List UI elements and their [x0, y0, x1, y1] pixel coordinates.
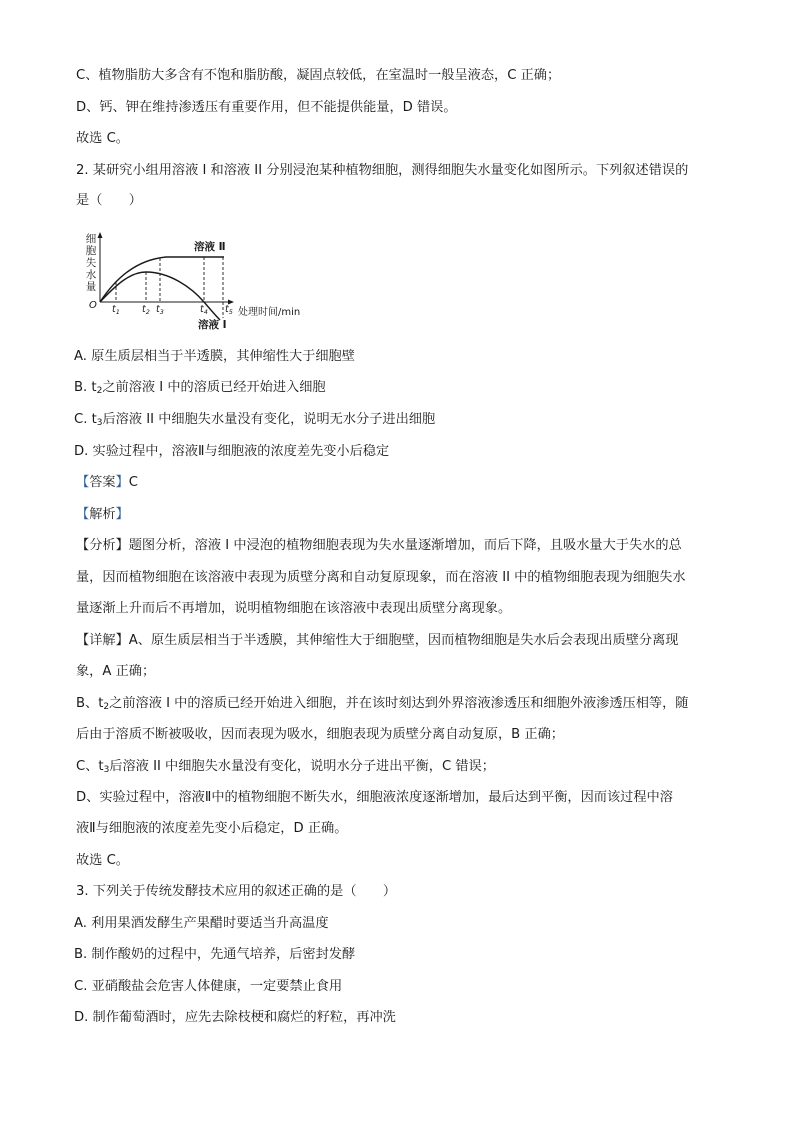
q2-stem-line1: 2. 某研究小组用溶液 I 和溶液 II 分别浸泡某种植物细胞，测得细胞失水量变化如图所示。下列叙述错误的 — [76, 163, 689, 178]
q3-option-c: C. 亚硝酸盐会危害人体健康，一定要禁止食用 — [74, 979, 343, 994]
tick-label-t3: $t_3$ — [156, 304, 164, 316]
q2-xiangjie-b-line2: 后由于溶质不断被吸收，因而表现为吸水，细胞表现为质壁分离自动复原，B 正确； — [76, 727, 564, 742]
tick-label-t5: $t_5$ — [225, 304, 233, 316]
q2-option-a: A. 原生质层相当于半透膜，其伸缩性大于细胞壁 — [74, 349, 355, 364]
y-label-char: 胞 — [86, 245, 97, 257]
y-label-char: 量 — [86, 281, 97, 293]
prev-final-answer: 故选 C。 — [76, 131, 129, 146]
q2-answer: 【答案】C — [76, 475, 138, 490]
y-label-char: 细 — [86, 233, 97, 245]
q2-stem-line2: 是（ ） — [76, 193, 142, 208]
q2-fenxi-line3: 量逐渐上升而后不再增加，说明植物细胞在该溶液中表现出质壁分离现象。 — [76, 601, 512, 616]
curve-ii-label: 溶液 Ⅱ — [194, 241, 226, 253]
q2-option-d: D. 实验过程中，溶液Ⅱ与细胞液的浓度差先变小后稳定 — [74, 444, 390, 459]
prev-option-c-explanation: C、植物脂肪大多含有不饱和脂肪酸，凝固点较低，在室温时一般呈液态，C 正确； — [76, 68, 561, 83]
q2-fenxi-line1: 【分析】题图分析，溶液 I 中浸泡的植物细胞表现为失水量逐渐增加，而后下降，且吸水量大于失水的总 — [76, 538, 682, 553]
q2-fenxi-line2: 量，因而植物细胞在该溶液中表现为质壁分离和自动复原现象，而在溶液 II 中的植物细胞表现为细胞失水 — [76, 570, 686, 585]
y-label-char: 失 — [86, 257, 97, 269]
x-axis-label: 处理时间/min — [238, 307, 301, 318]
y-label-char: 水 — [86, 269, 97, 281]
curve-i-label: 溶液 Ⅰ — [198, 319, 227, 331]
q2-option-c: C. $t_3$后溶液 II 中细胞失水量没有变化，说明无水分子进出细胞 — [74, 412, 436, 428]
q2-xiangjie-d-line1: D、实验过程中，溶液Ⅱ中的植物细胞不断失水，细胞液浓度逐渐增加，最后达到平衡，因而该过程中溶 — [76, 790, 673, 805]
q2-xiangjie-b-line1: B、$t_2$之前溶液 I 中的溶质已经开始进入细胞，并在该时刻达到外界溶液渗透压和细胞外液渗透压相等，随 — [76, 696, 689, 712]
q3-option-b: B. 制作酸奶的过程中，先通气培养，后密封发酵 — [74, 947, 356, 962]
q2-analysis-heading: 【解析】 — [76, 507, 129, 522]
x-axis-arrow — [228, 300, 234, 305]
q2-xiangjie-line1: 【详解】A、原生质层相当于半透膜，其伸缩性大于细胞壁，因而植物细胞是失水后会表现出质壁分离现 — [76, 633, 679, 648]
q3-option-a: A. 利用果酒发酵生产果醋时要适当升高温度 — [74, 916, 329, 931]
q2-option-b: B. $t_2$之前溶液 I 中的溶质已经开始进入细胞 — [74, 380, 326, 396]
curve-solution-ii — [100, 257, 224, 302]
q3-stem: 3. 下列关于传统发酵技术应用的叙述正确的是（ ） — [76, 884, 397, 899]
y-axis-label — [86, 233, 97, 293]
q2-xiangjie-d-line2: 液Ⅱ与细胞液的浓度差先变小后稳定，D 正确。 — [76, 821, 348, 836]
q3-option-d: D. 制作葡萄酒时，应先去除枝梗和腐烂的籽粒，再冲洗 — [74, 1010, 396, 1025]
water-loss-figure — [86, 230, 316, 332]
q2-xiangjie-a-line2: 象，A 正确； — [76, 664, 156, 679]
origin-label: O — [89, 300, 97, 311]
tick-label-t2: $t_2$ — [142, 304, 150, 316]
tick-label-t1: $t_1$ — [112, 304, 120, 316]
prev-option-d-explanation: D、钙、钾在维持渗透压有重要作用，但不能提供能量，D 错误。 — [76, 100, 457, 115]
q2-xiangjie-c: C、$t_3$后溶液 II 中细胞失水量没有变化，说明水分子进出平衡，C 错误； — [76, 759, 495, 775]
q2-final-answer: 故选 C。 — [76, 853, 129, 868]
y-axis-arrow — [98, 232, 103, 238]
tick-label-t4: $t_4$ — [200, 304, 208, 316]
